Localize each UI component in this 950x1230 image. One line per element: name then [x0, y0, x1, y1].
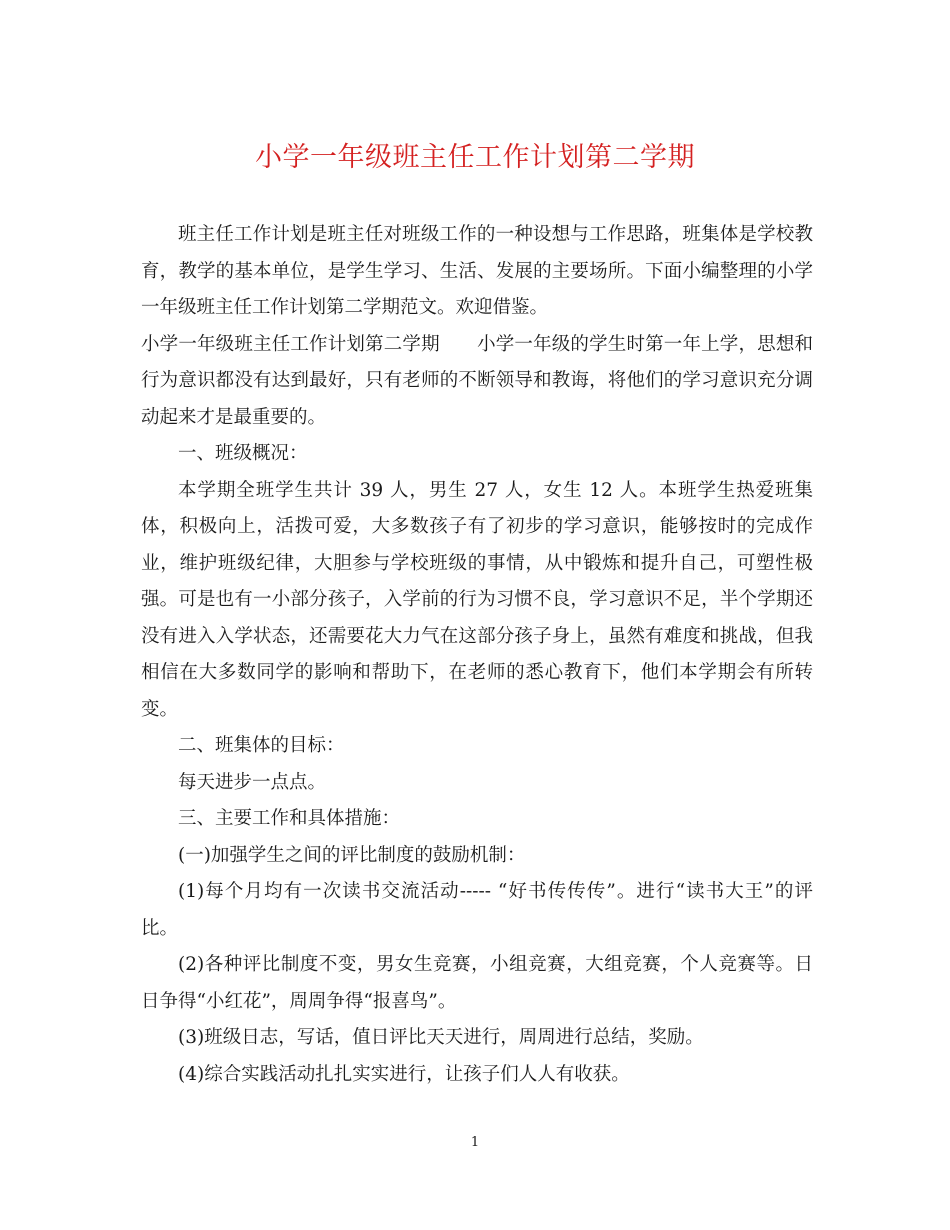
paragraph-class-overview: 本学期全班学生共计 39 人，男生 27 人，女生 12 人。本班学生热爱班集体，积极向上，活拨可爱，大多数孩子有了初步的学习意识，能够按时的完成作业，维护班级纪律，大胆参与学校班级的事情，从中锻炼和提升自己，可塑性极强。可是也有一小部分孩子，入学前的行为习惯不良，学习意识不足，半个学期还没有进入入学状态，还需要花大力气在这部分孩子身上，虽然有难度和挑战，但我相信在大多数同学的影响和帮助下，在老师的悉心教育下，他们本学期会有所转变。	[141, 479, 813, 720]
document-title: 小学一年级班主任工作计划第二学期	[255, 142, 695, 173]
list-item-practice: (4)综合实践活动扎扎实实进行，让孩子们人人有收获。	[178, 1063, 630, 1085]
list-item-class-log: (3)班级日志，写话，值日评比天天进行，周周进行总结，奖励。	[178, 1027, 704, 1048]
paragraph-intro: 班主任工作计划是班主任对班级工作的一种设想与工作思路，班集体是学校教育，教学的基本单位，是学生学习、生活、发展的主要场所。下面小编整理的小学一年级班主任工作计划第二学期范文。欢迎借鉴。	[141, 224, 813, 318]
page-number: 1	[470, 1135, 480, 1150]
subheading-evaluation: (一)加强学生之间的评比制度的鼓励机制：	[178, 844, 526, 866]
heading-class-goal: 二、班集体的目标：	[178, 735, 345, 756]
paragraph-overview: 小学一年级班主任工作计划第二学期 小学一年级的学生时第一年上学，思想和行为意识都没有达到最好，只有老师的不断领导和教诲，将他们的学习意识充分调动起来才是最重要的。	[141, 333, 813, 428]
heading-main-work: 三、主要工作和具体措施：	[178, 808, 401, 829]
heading-class-overview: 一、班级概况：	[178, 443, 308, 464]
document-body	[141, 217, 813, 1093]
list-item-reading: (1)每个月均有一次读书交流活动----- “好书传传传”。进行“读书大王”的评比。	[141, 881, 813, 939]
paragraph-class-goal: 每天进步一点点。	[178, 771, 327, 793]
list-item-competitions: (2)各种评比制度不变，男女生竞赛，小组竞赛，大组竞赛，个人竞赛等。日日争得“小红花”，周周争得“报喜鸟”。	[141, 954, 813, 1012]
